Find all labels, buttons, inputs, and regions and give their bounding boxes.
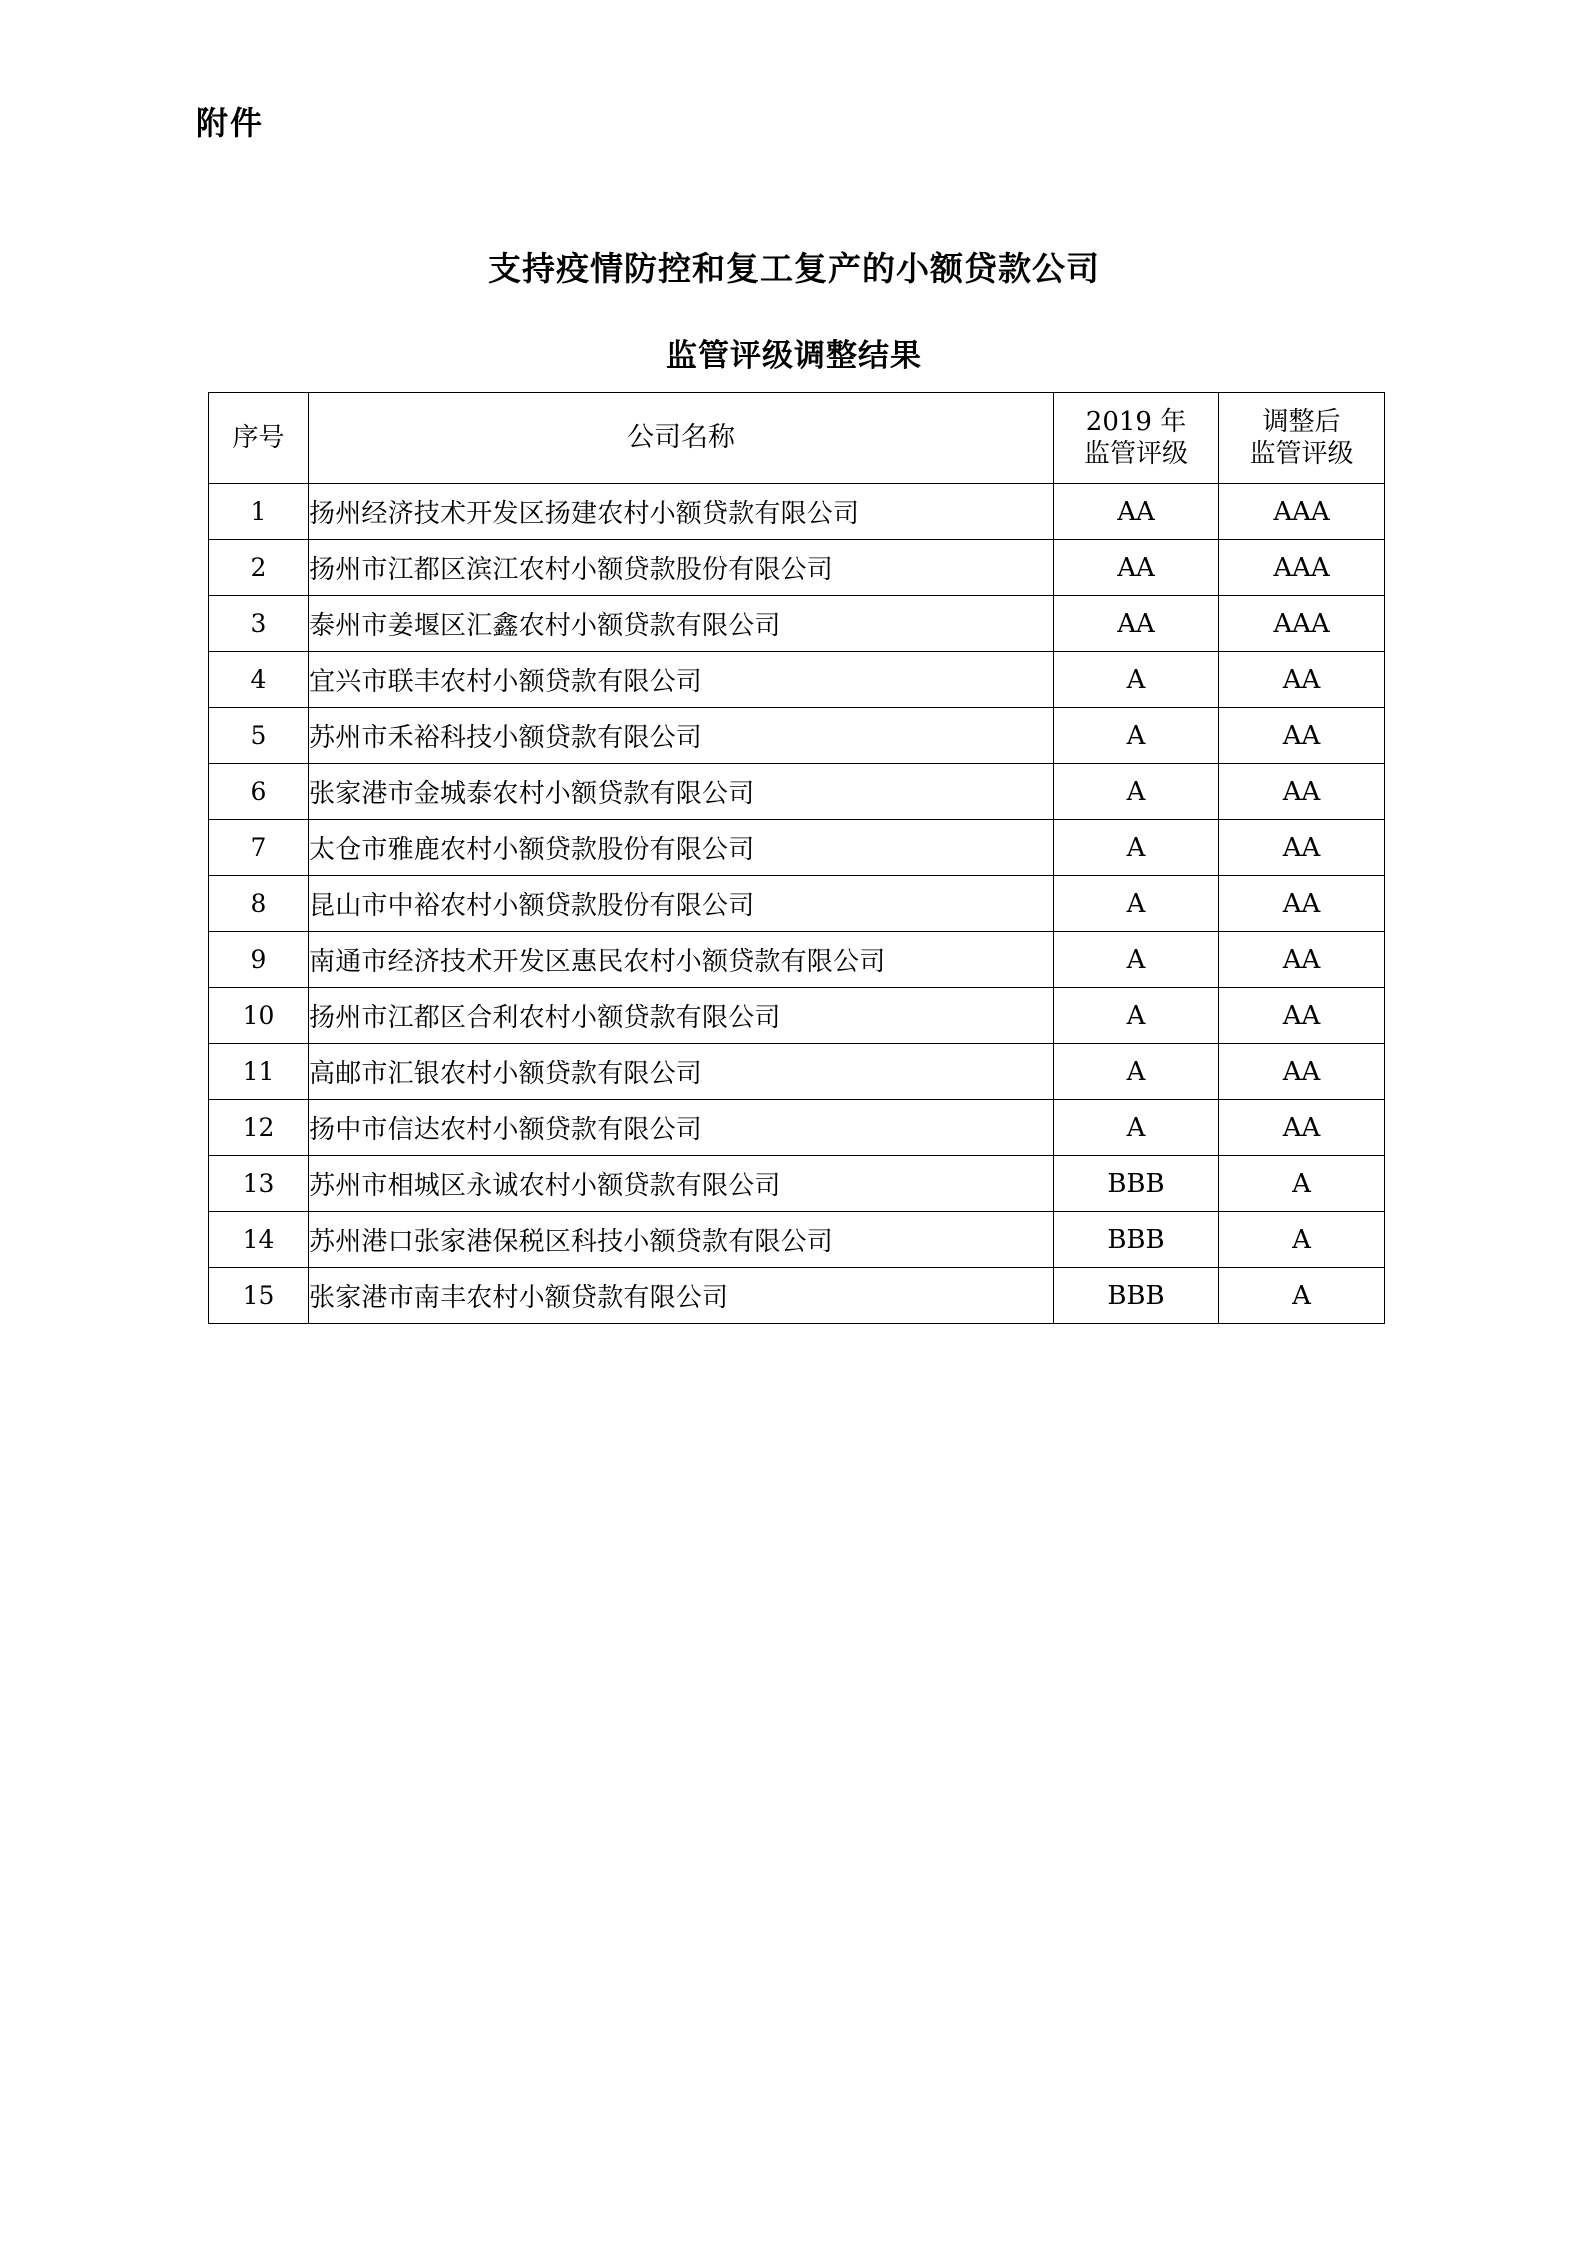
new-rating-header-line1: 调整后: [1262, 406, 1341, 437]
cell-old-rating: A: [1054, 764, 1219, 820]
cell-old-rating: A: [1054, 820, 1219, 876]
cell-new-rating: AA: [1219, 652, 1385, 708]
table-row: [209, 820, 1385, 876]
cell-company-name: 太仓市雅鹿农村小额贷款股份有限公司: [309, 820, 1054, 876]
cell-old-rating: AA: [1054, 540, 1219, 596]
cell-company-name: 苏州市相城区永诚农村小额贷款有限公司: [309, 1156, 1054, 1212]
cell-company-name: 昆山市中裕农村小额贷款股份有限公司: [309, 876, 1054, 932]
cell-old-rating: A: [1054, 1044, 1219, 1100]
cell-old-rating: BBB: [1054, 1212, 1219, 1268]
cell-new-rating: AAA: [1219, 596, 1385, 652]
cell-old-rating: AA: [1054, 484, 1219, 540]
new-rating-header-line2: 监管评级: [1249, 439, 1354, 469]
table-row: [209, 932, 1385, 988]
cell-old-rating: A: [1054, 876, 1219, 932]
table-row: [209, 1100, 1385, 1156]
cell-new-rating: A: [1219, 1268, 1385, 1324]
cell-old-rating: BBB: [1054, 1156, 1219, 1212]
cell-company-name: 张家港市金城泰农村小额贷款有限公司: [309, 764, 1054, 820]
table-header: [209, 393, 1385, 484]
cell-seq: 10: [209, 988, 309, 1044]
cell-company-name: 宜兴市联丰农村小额贷款有限公司: [309, 652, 1054, 708]
cell-new-rating: AAA: [1219, 540, 1385, 596]
cell-company-name: 扬州市江都区合利农村小额贷款有限公司: [309, 988, 1054, 1044]
cell-old-rating: A: [1054, 988, 1219, 1044]
cell-company-name: 高邮市汇银农村小额贷款有限公司: [309, 1044, 1054, 1100]
table-body: [209, 484, 1385, 1324]
cell-old-rating: A: [1054, 708, 1219, 764]
table-row: [209, 652, 1385, 708]
table-row: [209, 484, 1385, 540]
table-row: [209, 1212, 1385, 1268]
cell-seq: 13: [209, 1156, 309, 1212]
cell-seq: 6: [209, 764, 309, 820]
cell-seq: 14: [209, 1212, 309, 1268]
cell-new-rating: AA: [1219, 764, 1385, 820]
cell-seq: 9: [209, 932, 309, 988]
table-row: [209, 540, 1385, 596]
cell-old-rating: AA: [1054, 596, 1219, 652]
table-row: [209, 1044, 1385, 1100]
cell-old-rating: A: [1054, 652, 1219, 708]
cell-company-name: 扬中市信达农村小额贷款有限公司: [309, 1100, 1054, 1156]
column-header-old-rating: [1054, 393, 1219, 484]
cell-seq: 8: [209, 876, 309, 932]
cell-seq: 12: [209, 1100, 309, 1156]
cell-seq: 4: [209, 652, 309, 708]
cell-new-rating: AA: [1219, 1100, 1385, 1156]
cell-new-rating: AA: [1219, 708, 1385, 764]
cell-new-rating: A: [1219, 1212, 1385, 1268]
page-title: 支持疫情防控和复工复产的小额贷款公司: [488, 249, 1100, 288]
page-subtitle: 监管评级调整结果: [666, 338, 922, 374]
cell-seq: 11: [209, 1044, 309, 1100]
cell-company-name: 苏州市禾裕科技小额贷款有限公司: [309, 708, 1054, 764]
cell-company-name: 苏州港口张家港保税区科技小额贷款有限公司: [309, 1212, 1054, 1268]
cell-old-rating: BBB: [1054, 1268, 1219, 1324]
cell-old-rating: A: [1054, 932, 1219, 988]
cell-company-name: 泰州市姜堰区汇鑫农村小额贷款有限公司: [309, 596, 1054, 652]
attachment-label: 附件: [196, 105, 265, 141]
table-row: [209, 1268, 1385, 1324]
ratings-table: [208, 392, 1385, 1324]
column-header-new-rating: [1219, 393, 1385, 484]
cell-company-name: 张家港市南丰农村小额贷款有限公司: [309, 1268, 1054, 1324]
table-row: [209, 988, 1385, 1044]
old-rating-header-line2: 监管评级: [1083, 439, 1188, 469]
cell-old-rating: A: [1054, 1100, 1219, 1156]
cell-company-name: 南通市经济技术开发区惠民农村小额贷款有限公司: [309, 932, 1054, 988]
cell-new-rating: AAA: [1219, 484, 1385, 540]
cell-seq: 3: [209, 596, 309, 652]
table-row: [209, 1156, 1385, 1212]
cell-new-rating: A: [1219, 1156, 1385, 1212]
column-header-company-name: 公司名称: [309, 393, 1054, 484]
cell-new-rating: AA: [1219, 988, 1385, 1044]
table-row: [209, 876, 1385, 932]
cell-new-rating: AA: [1219, 1044, 1385, 1100]
cell-seq: 1: [209, 484, 309, 540]
table-row: [209, 708, 1385, 764]
cell-new-rating: AA: [1219, 820, 1385, 876]
table-row: [209, 764, 1385, 820]
cell-new-rating: AA: [1219, 876, 1385, 932]
cell-company-name: 扬州市江都区滨江农村小额贷款股份有限公司: [309, 540, 1054, 596]
old-rating-header-line1: 2019 年: [1085, 406, 1187, 437]
table-row: [209, 596, 1385, 652]
cell-seq: 5: [209, 708, 309, 764]
cell-seq: 15: [209, 1268, 309, 1324]
table-header-row: [209, 393, 1385, 484]
cell-seq: 2: [209, 540, 309, 596]
cell-seq: 7: [209, 820, 309, 876]
cell-company-name: 扬州经济技术开发区扬建农村小额贷款有限公司: [309, 484, 1054, 540]
cell-new-rating: AA: [1219, 932, 1385, 988]
column-header-seq: 序号: [209, 393, 309, 484]
